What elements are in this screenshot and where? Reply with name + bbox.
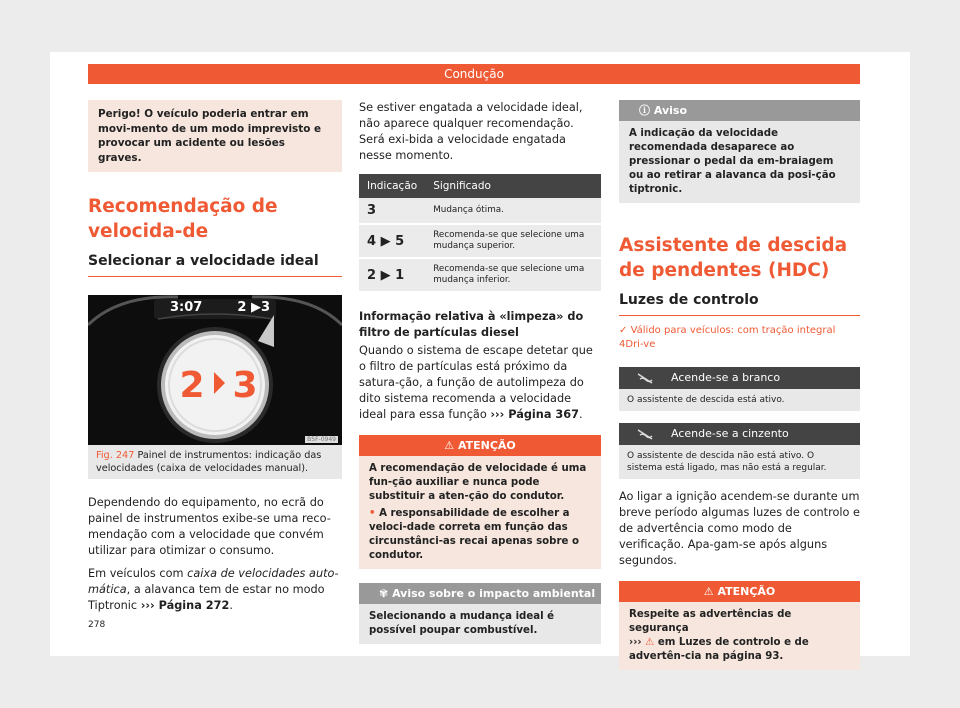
section-title: Recomendação de velocida-de — [88, 196, 278, 242]
column-right — [619, 100, 860, 670]
dpf-title: Informação relativa à «limpeza» do filtro de partículas diesel — [359, 310, 584, 339]
page-link[interactable]: em Luzes de controlo e de advertên-cia na página 93. — [629, 637, 809, 662]
validity-note: ✓ Válido para veículos: com tração integral 4Dri-ve — [619, 325, 836, 350]
environment-body: Selecionando a mudança ideal é possível poupar combustível. — [359, 604, 601, 644]
section-title-hdc: Assistente de descida de pendentes (HDC) — [619, 235, 848, 281]
column-left — [88, 100, 342, 614]
table-row — [359, 224, 601, 258]
instrument-figure — [88, 295, 342, 445]
table-header-significado: Significado — [425, 174, 601, 198]
figure-code: B5F-0949 — [307, 436, 336, 443]
indicator-cell: 4 ▶ 5 — [359, 224, 425, 258]
check-icon: ✓ — [619, 325, 628, 336]
page-number: 278 — [88, 620, 106, 630]
table-row — [359, 198, 601, 224]
page-link[interactable]: ››› Página 272 — [140, 599, 230, 612]
instrument-cluster-illustration — [88, 295, 342, 445]
warning-triangle-icon: ⚠ — [444, 439, 455, 452]
paragraph-ignition: Ao ligar a ignição acendem-se durante um breve período algumas luzes de controlo e de advertência como modo de verificação. Apa-gam-se após alguns segundos. — [619, 490, 861, 567]
meaning-cell: Recomenda-se que selecione uma mudança superior. — [425, 224, 601, 258]
warning-body: A recomendação de velocidade é uma fun-ção auxiliar e nunca pode substituir a aten-ção do condutor. • A responsabilidade de escolher a veloci-dade correta em função das circunstânci-as recai apenas sobre o condutor. — [359, 456, 601, 569]
indicator-cell: 3 — [359, 198, 425, 224]
note-box — [619, 100, 860, 203]
figure-caption-text: Painel de instrumentos: indicação das velocidades (caixa de velocidades manual). — [96, 450, 322, 474]
gear-recommended: 3 — [232, 365, 258, 406]
info-icon: ⓘ — [639, 104, 650, 117]
indicator-cell: 2 ▶ 1 — [359, 258, 425, 292]
column-middle — [359, 100, 601, 644]
meaning-cell: Recomenda-se que selecione uma mudança inferior. — [425, 258, 601, 292]
figure-label: Fig. 247 — [96, 450, 135, 461]
lamp-header: Acende-se a branco — [619, 367, 860, 389]
note-header: ⓘ Aviso — [619, 100, 860, 121]
warning-body: Respeite as advertências de segurança ››› ⚠ em Luzes de controlo e de advertên-cia na página 93. — [619, 602, 860, 670]
chapter-header: Condução — [88, 64, 860, 84]
paragraph-engaged: Se estiver engatada a velocidade ideal, não aparece qualquer recomendação. Será exi-bida a velocidade engatada nesse momento. — [359, 101, 583, 162]
paragraph-intro: Dependendo do equipamento, no ecrã do painel de instrumentos exibe-se uma reco-mendação com a velocidade que convém utilizar para otimizar o consumo. — [88, 496, 331, 557]
paragraph-automatic: Em veículos com caixa de velocidades auto-mática, a alavanca tem de estar no modo Tiptronic ››› Página 272. — [88, 567, 339, 612]
environment-box — [359, 583, 601, 644]
warning-header: ⚠ ATENÇÃO — [359, 435, 601, 456]
gear-hint-small: 2 ▶3 — [237, 300, 270, 315]
subsection-title: Selecionar a velocidade ideal — [88, 252, 342, 277]
warning-box — [619, 581, 860, 670]
subsection-title-lamps: Luzes de controlo — [619, 291, 860, 316]
figure-caption — [88, 445, 342, 479]
warning-triangle-icon: ⚠ — [645, 637, 655, 648]
indicator-table — [359, 174, 601, 293]
warning-triangle-icon: ⚠ — [703, 585, 714, 598]
warning-header: ⚠ ATENÇÃO — [619, 581, 860, 602]
flower-icon: ✾ — [379, 587, 389, 600]
lamp-header: Acende-se a cinzento — [619, 423, 860, 445]
bullet-icon: • — [369, 508, 376, 519]
page-link[interactable]: ››› Página 367 — [490, 408, 579, 421]
dpf-paragraph: Quando o sistema de escape detetar que o filtro de partículas está próximo da satura-ção, a função de autolimpeza do dito sistema recomenda a velocidade ideal para essa função ››› Página 367. — [359, 344, 593, 421]
danger-note: Perigo! O veículo poderia entrar em movi-mento de um modo imprevisto e provocar um acidente ou lesões graves. — [88, 100, 342, 172]
environment-header: ✾ Aviso sobre o impacto ambiental — [359, 583, 601, 604]
warning-box — [359, 435, 601, 569]
gear-current: 2 — [179, 365, 205, 406]
lamp-entry — [619, 367, 860, 411]
table-row — [359, 258, 601, 292]
lamp-body: O assistente de descida está ativo. — [619, 389, 860, 411]
lamp-entry — [619, 423, 860, 479]
hill-descent-icon — [637, 427, 655, 441]
table-header-indicacao: Indicação — [359, 174, 425, 198]
hill-descent-icon — [637, 371, 655, 385]
note-body: A indicação da velocidade recomendada desaparece ao pressionar o pedal da em-braiagem ou ao retirar a alavanca da posi-ção tiptronic. — [619, 121, 860, 203]
meaning-cell: Mudança ótima. — [425, 198, 601, 224]
lamp-body: O assistente de descida não está ativo. O sistema está ligado, mas não está a regular. — [619, 445, 860, 479]
clock-readout: 3:07 — [170, 300, 203, 315]
